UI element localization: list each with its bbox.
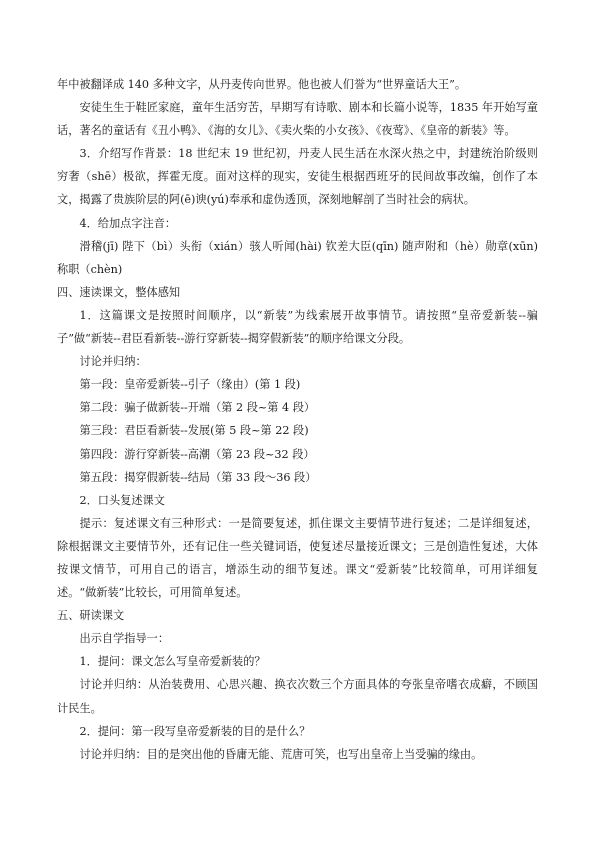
paragraph-question-a: 1．提问：课文怎么写皇帝爱新装的？ — [79, 655, 266, 669]
document-body — [57, 73, 538, 766]
paragraph-phonetic-title: 4．给加点字注音： — [79, 216, 177, 230]
paragraph-background: 3．介绍写作背景：18 世纪末 19 世纪初，丹麦人民生活在水深火热之中，封建统治阶级则穷奢（shē）极欲，挥霍无度。面对这样的现实，安徒生根据西班牙的民间故事改编，创作了本文，揭露了贵族阶层的阿(ē)谀(yú)奉承和虚伪透顶，深刻地解剖了当时社会的病状。 — [57, 147, 538, 207]
paragraph-answer-a: 讨论并归纳：从治装费用、心思兴趣、换衣次数三个方面具体的夸张皇帝嗜衣成癖，不顾国计民生。 — [57, 678, 538, 715]
paragraph-question-b: 2．提问：第一段写皇帝爱新装的目的是什么？ — [79, 724, 311, 738]
paragraph-answer-b: 讨论并归纳：目的是突出他的昏庸无能、荒唐可笑，也写出皇帝上当受骗的缘由。 — [79, 747, 483, 761]
paragraph-phonetic-list: 滑稽(jī) 陛下（bì）头衔（xián）骇人听闻(hài) 钦差大臣(qīn) 随声附和（hè）勋章(xūn) 称职（chèn) — [57, 239, 538, 276]
paragraph-part-four: 第四段：游行穿新装--高潮（第 23 段~32 段） — [79, 447, 315, 461]
paragraph-part-two: 第二段：骗子做新装--开端（第 2 段~第 4 段） — [79, 401, 316, 415]
paragraph-continuation: 年中被翻译成 140 多种文字，从丹麦传向世界。他也被人们誉为“世界童话大王”。 — [57, 78, 467, 91]
paragraph-part-one: 第一段：皇帝爱新装--引子（缘由）(第 1 段) — [79, 378, 301, 392]
section-heading-four: 四、速读课文，整体感知 — [57, 285, 181, 299]
paragraph-part-three: 第三段：君臣看新装--发展(第 5 段~第 22 段) — [79, 424, 309, 438]
paragraph-question-one: 1．这篇课文是按照时间顺序，以“新装”为线索展开故事情节。请按照“皇帝爱新装--骗子”做“新装--君臣看新装--游行穿新装--揭穿假新装”的顺序给课文分段。 — [57, 308, 538, 346]
paragraph-guide-one: 出示自学指导一： — [79, 632, 170, 646]
paragraph-part-five: 第五段：揭穿假新装--结局（第 33 段～36 段） — [79, 470, 317, 484]
paragraph-oral-retell: 2．口头复述课文 — [79, 493, 165, 507]
section-heading-five: 五、研读课文 — [57, 609, 125, 623]
paragraph-author-life: 安徒生生于鞋匠家庭，童年生活穷苦，早期写有诗歌、剧本和长篇小说等，1835 年开始写童话，著名的童话有《丑小鸭》、《海的女儿》、《卖火柴的小女孩》、《夜莺》、《皇帝的新装》等。 — [57, 101, 538, 138]
paragraph-hint: 提示：复述课文有三种形式：一是简要复述，抓住课文主要情节进行复述；二是详细复述，除根据课文主要情节外，还有记住一些关键词语，使复述尽量接近课文；三是创造性复述，大体按课文情节，可用自己的语言，增添生动的细节复述。课文“爱新装”比较简单，可用详细复述。“做新装”比较长，可用简单复述。 — [57, 516, 538, 600]
paragraph-discussion-label: 讨论并归纳： — [79, 355, 147, 369]
